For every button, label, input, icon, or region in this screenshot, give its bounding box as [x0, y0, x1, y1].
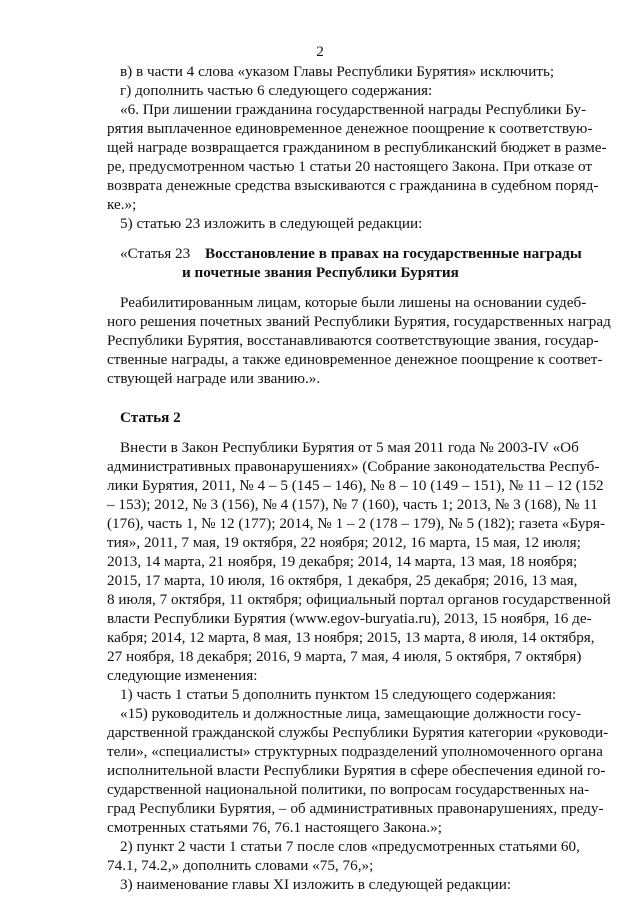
text-line: щей награде возвращается гражданином в республиканский бюджет в разме-: [107, 139, 607, 156]
article-heading-title: Восстановление в правах на государственные награды: [205, 245, 582, 262]
text-line: лики Бурятия, 2011, № 4 – 5 (145 – 146), № 8 – 10 (149 – 151), № 11 – 12 (152: [107, 477, 604, 494]
text-line: ного решения почетных званий Республики Бурятия, государственных наград: [107, 313, 611, 330]
text-line: рятия выплаченное единовременное денежное поощрение к соответствую-: [107, 120, 593, 137]
text-line: – 153); 2012, № 3 (156), № 4 (157), № 7 (160), часть 1; 2013, № 3 (168), № 11: [107, 496, 598, 513]
text-line: тия», 2011, 7 мая, 19 октября, 22 ноября; 2012, 16 марта, 15 мая, 12 июля;: [107, 534, 581, 551]
text-line: возврата денежные средства взыскиваются с гражданина в судебном поряд-: [107, 177, 599, 194]
text-line: град Республики Бурятия, – об административных правонарушениях, преду-: [107, 800, 604, 817]
text-line: следующие изменения:: [107, 667, 258, 684]
text-line: власти Республики Бурятия (www.egov-buryatia.ru), 2013, 15 ноября, 16 де-: [107, 610, 592, 627]
text-line: исполнительной власти Республики Бурятия в сфере обеспечения единой го-: [107, 762, 606, 779]
text-line: кабря; 2014, 12 марта, 8 мая, 13 ноября; 2015, 13 марта, 8 июля, 14 октября,: [107, 629, 595, 646]
text-line: сударственной национальной политики, по вопросам государственных на-: [107, 781, 590, 798]
article-heading-number: «Статья 23: [120, 245, 191, 262]
text-line: 2013, 14 марта, 21 ноября, 19 декабря; 2014, 14 марта, 13 мая, 18 ноября;: [107, 553, 578, 570]
text-line: тели», «специалисты» структурных подразделений уполномоченного органа: [107, 743, 603, 760]
text-line: 5) статью 23 изложить в следующей редакции:: [120, 215, 423, 232]
text-line: Реабилитированным лицам, которые были лишены на основании судеб-: [120, 294, 587, 311]
article-title: Статья 2: [120, 409, 181, 426]
text-line: 2) пункт 2 части 1 статьи 7 после слов «предусмотренных статьями 60,: [120, 838, 580, 855]
text-line: смотренных статьями 76, 76.1 настоящего Закона.»;: [107, 819, 442, 836]
text-line: 1) часть 1 статьи 5 дополнить пунктом 15 следующего содержания:: [120, 686, 557, 703]
text-line: Внести в Закон Республики Бурятия от 5 мая 2011 года № 2003-IV «Об: [120, 439, 579, 456]
text-line: в) в части 4 слова «указом Главы Республики Бурятия» исключить;: [120, 63, 555, 80]
text-line: Республики Бурятия, восстанавливаются соответствующие звания, государ-: [107, 332, 599, 349]
text-line: ре, предусмотренном частью 1 статьи 20 настоящего Закона. При отказе от: [107, 158, 592, 175]
text-line: 3) наименование главы XI изложить в следующей редакции:: [120, 876, 512, 893]
text-line: «6. При лишении гражданина государственной награды Республики Бу-: [120, 101, 587, 118]
text-line: ственные награды, а также единовременное денежное поощрение к соответ-: [107, 351, 603, 368]
text-line: (176), часть 1, № 12 (177); 2014, № 1 – 2 (178 – 179), № 5 (182); газета «Буря-: [107, 515, 606, 532]
text-line: административных правонарушениях» (Собрание законодательства Респуб-: [107, 458, 600, 475]
text-line: 27 ноября, 18 декабря; 2016, 9 марта, 7 мая, 4 июля, 5 октября, 7 октября): [107, 648, 582, 665]
text-line: г) дополнить частью 6 следующего содержания:: [120, 82, 433, 99]
text-line: «15) руководитель и должностные лица, замещающие должности госу-: [120, 705, 582, 722]
text-line: ствующей награде или званию.».: [107, 370, 321, 387]
page-number: 2: [316, 43, 324, 60]
text-line: 2015, 17 марта, 10 июля, 16 октября, 1 декабря, 25 декабря; 2016, 13 мая,: [107, 572, 578, 589]
text-line: дарственной гражданской службы Республики Бурятия категории «руководи-: [107, 724, 609, 741]
article-heading-title: и почетные звания Республики Бурятия: [182, 264, 459, 281]
text-line: 74.1, 74.2,» дополнить словами «75, 76,»;: [107, 857, 374, 874]
text-line: ке.»;: [107, 196, 137, 213]
text-line: 8 июля, 7 октября, 11 октября; официальный портал органов государственной: [107, 591, 611, 608]
